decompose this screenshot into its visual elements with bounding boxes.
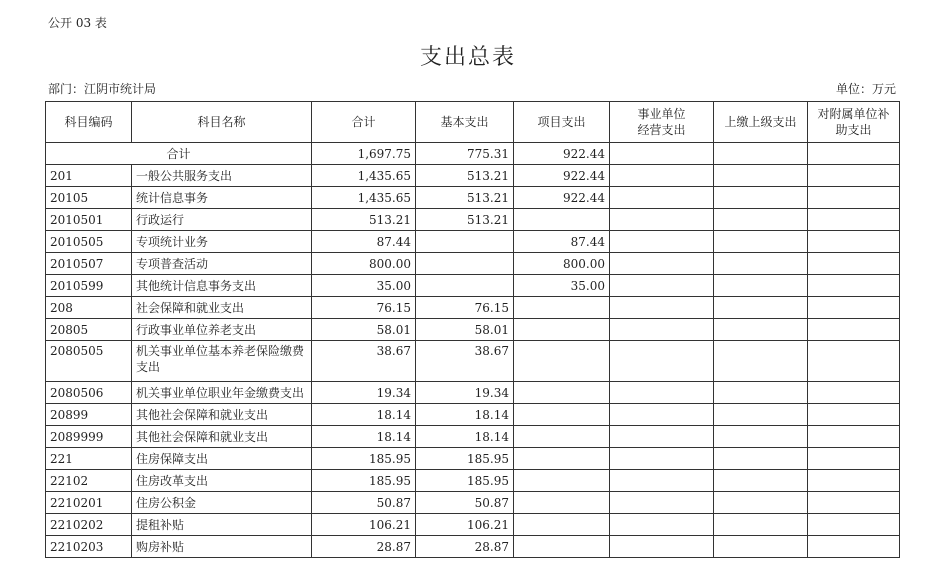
row-code: 22102 bbox=[46, 470, 132, 492]
row-project bbox=[514, 209, 610, 231]
row-basic: 185.95 bbox=[416, 448, 514, 470]
row-subsidy bbox=[808, 404, 900, 426]
row-business bbox=[610, 492, 714, 514]
row-name: 行政运行 bbox=[132, 209, 312, 231]
row-project bbox=[514, 470, 610, 492]
row-basic: 28.87 bbox=[416, 536, 514, 558]
row-project bbox=[514, 492, 610, 514]
header-basic: 基本支出 bbox=[416, 102, 514, 143]
header-business bbox=[610, 102, 714, 143]
row-total: 185.95 bbox=[312, 470, 416, 492]
table-row bbox=[46, 536, 900, 558]
row-code: 20899 bbox=[46, 404, 132, 426]
expenditure-table bbox=[45, 101, 900, 558]
row-upper bbox=[714, 404, 808, 426]
row-business bbox=[610, 209, 714, 231]
row-name: 行政事业单位养老支出 bbox=[132, 319, 312, 341]
row-upper bbox=[714, 297, 808, 319]
row-code: 2010599 bbox=[46, 275, 132, 297]
header-project: 项目支出 bbox=[514, 102, 610, 143]
row-upper bbox=[714, 382, 808, 404]
row-code: 2089999 bbox=[46, 426, 132, 448]
row-business bbox=[610, 382, 714, 404]
total-row-subsidy bbox=[808, 143, 900, 165]
row-name: 专项普查活动 bbox=[132, 253, 312, 275]
row-subsidy bbox=[808, 209, 900, 231]
row-subsidy bbox=[808, 448, 900, 470]
row-business bbox=[610, 319, 714, 341]
row-project: 922.44 bbox=[514, 187, 610, 209]
row-total: 18.14 bbox=[312, 404, 416, 426]
row-project bbox=[514, 514, 610, 536]
row-basic: 76.15 bbox=[416, 297, 514, 319]
row-subsidy bbox=[808, 492, 900, 514]
header-subsidy-line1: 对附属单位补 bbox=[817, 107, 890, 121]
header-subsidy bbox=[808, 102, 900, 143]
row-basic: 18.14 bbox=[416, 404, 514, 426]
row-business bbox=[610, 426, 714, 448]
row-subsidy bbox=[808, 319, 900, 341]
header-code: 科目编码 bbox=[46, 102, 132, 143]
table-row bbox=[46, 297, 900, 319]
row-total: 87.44 bbox=[312, 231, 416, 253]
row-business bbox=[610, 448, 714, 470]
row-basic: 19.34 bbox=[416, 382, 514, 404]
row-business bbox=[610, 514, 714, 536]
row-code: 2080505 bbox=[46, 341, 132, 382]
row-name: 提租补贴 bbox=[132, 514, 312, 536]
row-code: 20105 bbox=[46, 187, 132, 209]
row-business bbox=[610, 470, 714, 492]
row-total: 1,435.65 bbox=[312, 187, 416, 209]
header-row bbox=[46, 102, 900, 143]
row-upper bbox=[714, 514, 808, 536]
total-row-label: 合计 bbox=[46, 143, 312, 165]
row-name: 统计信息事务 bbox=[132, 187, 312, 209]
row-name: 购房补贴 bbox=[132, 536, 312, 558]
header-name: 科目名称 bbox=[132, 102, 312, 143]
row-upper bbox=[714, 492, 808, 514]
row-subsidy bbox=[808, 426, 900, 448]
row-project bbox=[514, 448, 610, 470]
row-basic bbox=[416, 231, 514, 253]
row-project: 35.00 bbox=[514, 275, 610, 297]
row-total: 1,435.65 bbox=[312, 165, 416, 187]
row-upper bbox=[714, 536, 808, 558]
row-name: 机关事业单位职业年金缴费支出 bbox=[132, 382, 312, 404]
table-row bbox=[46, 253, 900, 275]
unit-label: 单位：万元 bbox=[835, 82, 896, 96]
row-project bbox=[514, 297, 610, 319]
row-basic: 106.21 bbox=[416, 514, 514, 536]
row-total: 38.67 bbox=[312, 341, 416, 382]
table-row bbox=[46, 165, 900, 187]
row-basic bbox=[416, 253, 514, 275]
row-total: 106.21 bbox=[312, 514, 416, 536]
row-upper bbox=[714, 275, 808, 297]
row-basic: 58.01 bbox=[416, 319, 514, 341]
row-basic: 50.87 bbox=[416, 492, 514, 514]
table-row bbox=[46, 231, 900, 253]
row-code: 2210202 bbox=[46, 514, 132, 536]
row-code: 221 bbox=[46, 448, 132, 470]
row-basic: 38.67 bbox=[416, 341, 514, 382]
row-total: 35.00 bbox=[312, 275, 416, 297]
row-total: 800.00 bbox=[312, 253, 416, 275]
row-upper bbox=[714, 448, 808, 470]
total-row bbox=[46, 143, 900, 165]
row-total: 513.21 bbox=[312, 209, 416, 231]
row-subsidy bbox=[808, 536, 900, 558]
row-upper bbox=[714, 426, 808, 448]
row-code: 2010501 bbox=[46, 209, 132, 231]
header-business-line2: 经营支出 bbox=[637, 123, 686, 137]
row-subsidy bbox=[808, 297, 900, 319]
form-number: 公开 03 表 bbox=[48, 16, 107, 30]
row-upper bbox=[714, 319, 808, 341]
row-code: 2210201 bbox=[46, 492, 132, 514]
row-name: 住房改革支出 bbox=[132, 470, 312, 492]
row-name: 其他统计信息事务支出 bbox=[132, 275, 312, 297]
row-code: 2010507 bbox=[46, 253, 132, 275]
table-row bbox=[46, 470, 900, 492]
total-row-upper bbox=[714, 143, 808, 165]
row-upper bbox=[714, 253, 808, 275]
table-row bbox=[46, 426, 900, 448]
row-code: 208 bbox=[46, 297, 132, 319]
row-upper bbox=[714, 187, 808, 209]
table-row bbox=[46, 275, 900, 297]
row-subsidy bbox=[808, 231, 900, 253]
row-basic: 513.21 bbox=[416, 187, 514, 209]
row-project bbox=[514, 319, 610, 341]
row-business bbox=[610, 536, 714, 558]
row-project bbox=[514, 341, 610, 382]
table-row bbox=[46, 319, 900, 341]
row-total: 18.14 bbox=[312, 426, 416, 448]
page-title: 支出总表 bbox=[419, 45, 516, 70]
row-upper bbox=[714, 165, 808, 187]
row-project: 922.44 bbox=[514, 165, 610, 187]
row-business bbox=[610, 165, 714, 187]
row-basic: 185.95 bbox=[416, 470, 514, 492]
row-total: 185.95 bbox=[312, 448, 416, 470]
row-business bbox=[610, 253, 714, 275]
row-upper bbox=[714, 470, 808, 492]
row-subsidy bbox=[808, 382, 900, 404]
row-code: 20805 bbox=[46, 319, 132, 341]
row-business bbox=[610, 404, 714, 426]
row-name: 机关事业单位基本养老保险缴费支出 bbox=[132, 341, 312, 382]
row-project bbox=[514, 426, 610, 448]
row-upper bbox=[714, 231, 808, 253]
row-project: 800.00 bbox=[514, 253, 610, 275]
table-row bbox=[46, 492, 900, 514]
row-subsidy bbox=[808, 165, 900, 187]
row-name: 其他社会保障和就业支出 bbox=[132, 404, 312, 426]
header-subsidy-line2: 助支出 bbox=[835, 123, 872, 137]
row-business bbox=[610, 231, 714, 253]
row-subsidy bbox=[808, 275, 900, 297]
table-row bbox=[46, 448, 900, 470]
row-project bbox=[514, 382, 610, 404]
row-name: 社会保障和就业支出 bbox=[132, 297, 312, 319]
row-basic: 18.14 bbox=[416, 426, 514, 448]
row-total: 50.87 bbox=[312, 492, 416, 514]
row-name: 住房公积金 bbox=[132, 492, 312, 514]
row-business bbox=[610, 187, 714, 209]
row-business bbox=[610, 297, 714, 319]
row-total: 76.15 bbox=[312, 297, 416, 319]
row-upper bbox=[714, 341, 808, 382]
row-code: 201 bbox=[46, 165, 132, 187]
total-row-total: 1,697.75 bbox=[312, 143, 416, 165]
row-name: 一般公共服务支出 bbox=[132, 165, 312, 187]
row-basic: 513.21 bbox=[416, 209, 514, 231]
row-total: 19.34 bbox=[312, 382, 416, 404]
total-row-basic: 775.31 bbox=[416, 143, 514, 165]
total-row-business bbox=[610, 143, 714, 165]
table-row bbox=[46, 404, 900, 426]
row-code: 2080506 bbox=[46, 382, 132, 404]
row-subsidy bbox=[808, 470, 900, 492]
header-upper: 上缴上级支出 bbox=[714, 102, 808, 143]
total-row-project: 922.44 bbox=[514, 143, 610, 165]
row-subsidy bbox=[808, 341, 900, 382]
table-row bbox=[46, 187, 900, 209]
row-upper bbox=[714, 209, 808, 231]
row-subsidy bbox=[808, 187, 900, 209]
table-row bbox=[46, 514, 900, 536]
table-row bbox=[46, 341, 900, 382]
row-subsidy bbox=[808, 253, 900, 275]
row-project bbox=[514, 404, 610, 426]
row-total: 58.01 bbox=[312, 319, 416, 341]
row-total: 28.87 bbox=[312, 536, 416, 558]
row-business bbox=[610, 275, 714, 297]
row-business bbox=[610, 341, 714, 382]
row-name: 住房保障支出 bbox=[132, 448, 312, 470]
row-name: 其他社会保障和就业支出 bbox=[132, 426, 312, 448]
header-total: 合计 bbox=[312, 102, 416, 143]
row-subsidy bbox=[808, 514, 900, 536]
row-basic bbox=[416, 275, 514, 297]
row-code: 2010505 bbox=[46, 231, 132, 253]
table-row bbox=[46, 209, 900, 231]
header-business-line1: 事业单位 bbox=[637, 107, 686, 121]
row-project bbox=[514, 536, 610, 558]
row-project: 87.44 bbox=[514, 231, 610, 253]
row-basic: 513.21 bbox=[416, 165, 514, 187]
row-name: 专项统计业务 bbox=[132, 231, 312, 253]
table-row bbox=[46, 382, 900, 404]
row-code: 2210203 bbox=[46, 536, 132, 558]
department-label: 部门：江阴市统计局 bbox=[48, 82, 157, 96]
